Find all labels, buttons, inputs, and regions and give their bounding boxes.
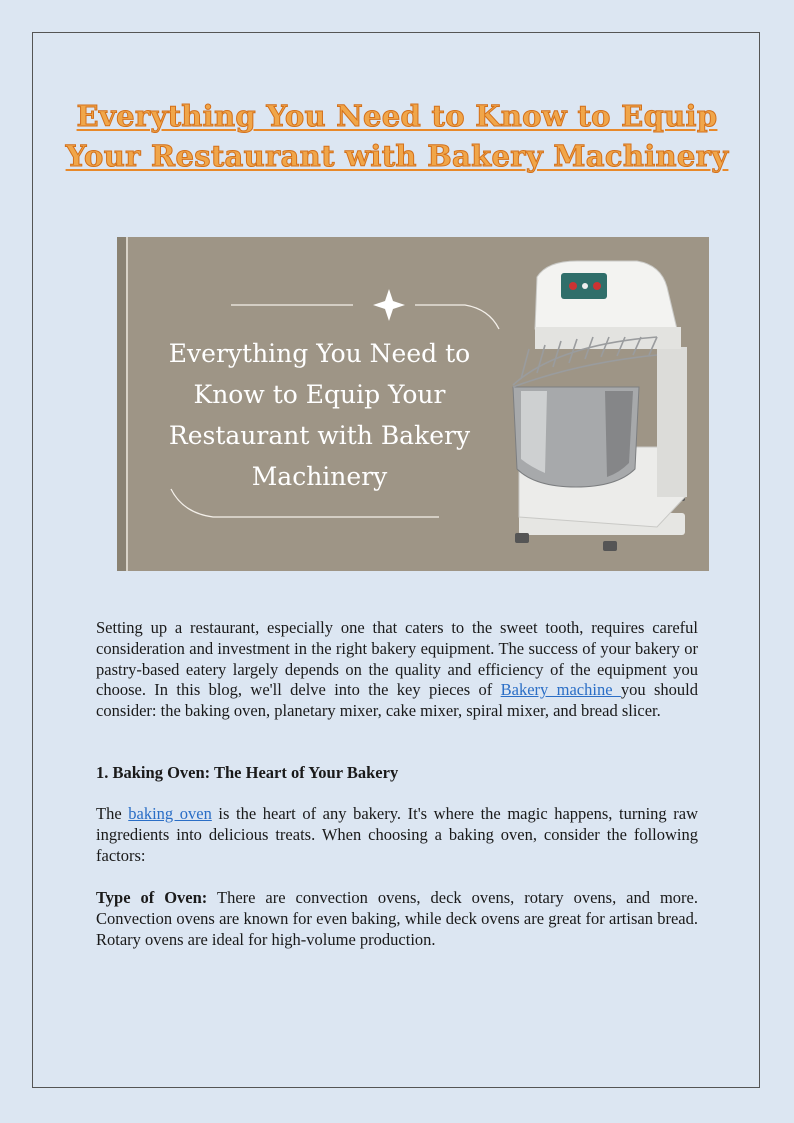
oven-text-after: is the heart of any bakery. It's where the magic happens, turning raw ingredients into delicious treats. When choosing a baking oven, consider the following factors: (96, 804, 699, 865)
section-heading-baking-oven: 1. Baking Oven: The Heart of Your Bakery (96, 763, 399, 782)
intro-text-before: Setting up a restaurant, especially one that caters to the sweet tooth, requires careful consideration and investment in the right bakery equipment. The success of your bakery or pastry-based eatery largely depends on the quality and efficiency of the equipment you choose. In this blog, we'll delve into the key pieces of (96, 618, 698, 700)
bakery-machine-link[interactable]: Bakery machine (500, 680, 621, 700)
decor-curve-top (415, 305, 499, 329)
baking-oven-paragraph (96, 804, 698, 866)
type-of-oven-text: There are convection ovens, deck ovens, rotary ovens, and more. Convection ovens are known for even baking, while deck ovens are great for artisan bread. Rotary ovens are ideal for high-volume production. (96, 888, 698, 949)
oven-text-before: The (96, 804, 129, 823)
mixer-illustration (513, 261, 687, 551)
type-of-oven-label: Type of Oven: (96, 888, 208, 907)
sparkle-icon (373, 289, 405, 321)
baking-oven-link[interactable]: baking oven (128, 804, 212, 823)
banner-heading: Everything You Need to Know to Equip Your Restaurant with Bakery Machinery (168, 339, 471, 491)
type-of-oven-paragraph (96, 888, 698, 950)
intro-text-after: you should consider: the baking oven, planetary mixer, cake mixer, spiral mixer, and bread slicer. (96, 680, 698, 721)
intro-paragraph (96, 618, 698, 722)
document-title: Everything You Need to Know to Equip Your Restaurant with Bakery Machinery (65, 99, 729, 173)
banner-image (117, 237, 709, 571)
